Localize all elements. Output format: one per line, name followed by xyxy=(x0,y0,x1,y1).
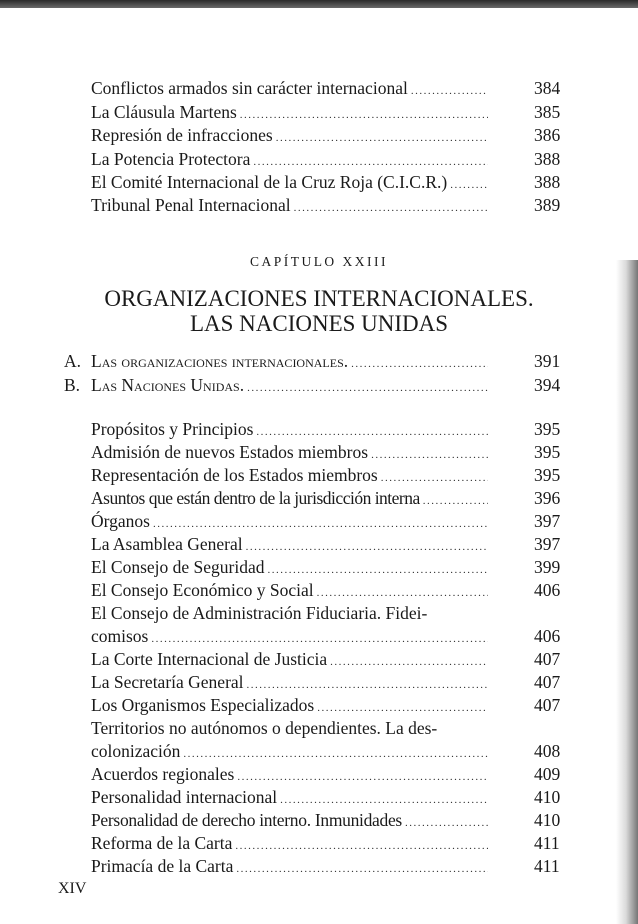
page-number-roman: XIV xyxy=(58,880,87,897)
toc-entry xyxy=(91,556,491,578)
toc-entry-page: 395 xyxy=(534,465,561,485)
leader-dots xyxy=(235,835,488,857)
toc-entry-title: Territorios no autónomos o dependientes. La des- xyxy=(91,718,438,738)
leader-dots xyxy=(294,197,488,219)
leader-dots xyxy=(256,421,488,443)
toc-entry xyxy=(91,194,491,216)
toc-entry xyxy=(91,648,491,670)
toc-entry-title: Órganos xyxy=(91,511,150,531)
leader-dots xyxy=(411,80,488,102)
toc-entry-page: 388 xyxy=(534,149,561,169)
toc-entry xyxy=(91,124,491,146)
toc-entry-page: 407 xyxy=(534,695,561,715)
toc-entry xyxy=(91,809,491,831)
toc-entry-title: El Comité Internacional de la Cruz Roja (C.I.C.R.) xyxy=(91,172,448,192)
toc-entry-title: La Cláusula Martens xyxy=(91,102,237,122)
leader-dots xyxy=(405,812,488,834)
leader-dots xyxy=(317,697,488,719)
leader-dots xyxy=(381,467,488,489)
toc-entry xyxy=(91,464,491,486)
toc-entry xyxy=(91,487,491,509)
leader-dots xyxy=(247,674,488,696)
toc-entry-page: 397 xyxy=(534,511,561,531)
toc-entry-title: Admisión de nuevos Estados miembros xyxy=(91,442,369,462)
leader-dots xyxy=(450,174,488,196)
toc-entry-title: La Potencia Protectora xyxy=(91,149,251,169)
scan-binding-shadow xyxy=(616,260,638,924)
toc-entry-title: Primacía de la Carta xyxy=(91,856,234,876)
toc-entry-title: Acuerdos regionales xyxy=(91,764,235,784)
toc-section-page: 394 xyxy=(534,375,561,395)
toc-entry-title: La Corte Internacional de Justicia xyxy=(91,649,328,669)
toc-entry-title-cont: colonización xyxy=(91,741,181,761)
toc-entry-title: Propósitos y Principios xyxy=(91,419,254,439)
chapter-title-line2: LAS NACIONES UNIDAS xyxy=(189,311,449,336)
toc-entry-title: El Consejo de Seguridad xyxy=(91,557,265,577)
toc-entry-page: 395 xyxy=(534,442,561,462)
toc-entry xyxy=(91,533,491,555)
toc-entry xyxy=(91,786,491,808)
toc-entry-title: El Consejo Económico y Social xyxy=(91,580,314,600)
toc-entry-page: 386 xyxy=(534,125,561,145)
toc-entry-page: 406 xyxy=(534,626,561,646)
toc-entry-title: El Consejo de Administración Fiduciaria. Fidei- xyxy=(91,603,428,623)
leader-dots xyxy=(183,743,488,765)
leader-dots xyxy=(423,490,488,512)
toc-entry xyxy=(91,579,491,601)
scan-top-band xyxy=(0,0,638,8)
toc-entry-title-cont: comisos xyxy=(91,626,149,646)
toc-entry xyxy=(91,763,491,785)
toc-entry xyxy=(91,171,491,193)
leader-dots xyxy=(330,651,488,673)
leader-dots xyxy=(317,582,488,604)
leader-dots xyxy=(236,858,488,880)
section-letter: B. xyxy=(64,375,81,395)
toc-entry-page: 408 xyxy=(534,741,561,761)
toc-entry xyxy=(91,418,491,440)
toc-entry-title: Tribunal Penal Internacional xyxy=(91,195,291,215)
toc-entry xyxy=(91,625,491,647)
toc-entry-page: 395 xyxy=(534,419,561,439)
toc-entry-page: 399 xyxy=(534,557,561,577)
toc-entry-page: 396 xyxy=(534,488,561,508)
leader-dots xyxy=(246,536,488,558)
toc-entry-title: Reforma de la Carta xyxy=(91,833,233,853)
toc-entry xyxy=(91,694,491,716)
toc-entry xyxy=(91,101,491,123)
toc-section xyxy=(91,374,491,396)
toc-section-title: Las Naciones Unidas. xyxy=(91,375,245,395)
chapter-label: CAPÍTULO XXIII xyxy=(249,254,389,269)
toc-entry-title: La Secretaría General xyxy=(91,672,244,692)
toc-entry-page: 384 xyxy=(534,78,561,98)
leader-dots xyxy=(351,353,488,375)
toc-section-title: Las organizaciones internacionales. xyxy=(91,351,349,371)
toc-entry-page: 410 xyxy=(534,810,561,830)
toc-entry xyxy=(91,832,491,854)
toc-entry-page: 411 xyxy=(534,856,560,876)
toc-entry xyxy=(91,671,491,693)
leader-dots xyxy=(280,789,488,811)
toc-entry-title: Asuntos que están dentro de la jurisdicción interna xyxy=(91,488,420,508)
section-letter: A. xyxy=(64,351,82,371)
leader-dots xyxy=(371,444,488,466)
toc-entry-page: 385 xyxy=(534,102,561,122)
toc-entry-page: 411 xyxy=(534,833,560,853)
toc-entry-page: 389 xyxy=(534,195,561,215)
leader-dots xyxy=(240,104,488,126)
toc-entry-title: Personalidad de derecho interno. Inmunidades xyxy=(91,810,402,830)
toc-entry xyxy=(91,77,491,99)
leader-dots xyxy=(253,151,488,173)
toc-entry-page: 397 xyxy=(534,534,561,554)
leader-dots xyxy=(153,513,488,535)
toc-entry xyxy=(91,855,491,877)
toc-entry-title: Represión de infracciones xyxy=(91,125,273,145)
toc-entry-page: 407 xyxy=(534,672,561,692)
leader-dots xyxy=(247,377,488,399)
toc-section-page: 391 xyxy=(534,351,561,371)
toc-entry-title: Conflictos armados sin carácter internacional xyxy=(91,78,408,98)
toc-entry-title: Representación de los Estados miembros xyxy=(91,465,378,485)
chapter-title-line1: ORGANIZACIONES INTERNACIONALES. xyxy=(104,286,534,311)
toc-entry xyxy=(91,441,491,463)
toc-entry-page: 388 xyxy=(534,172,561,192)
toc-entry xyxy=(91,148,491,170)
toc-entry xyxy=(91,510,491,532)
toc-entry-page: 410 xyxy=(534,787,561,807)
leader-dots xyxy=(237,766,488,788)
toc-section xyxy=(91,350,491,372)
toc-entry-page: 407 xyxy=(534,649,561,669)
leader-dots xyxy=(276,127,488,149)
toc-entry-title: La Asamblea General xyxy=(91,534,243,554)
toc-entry-page: 406 xyxy=(534,580,561,600)
leader-dots xyxy=(268,559,488,581)
toc-entry-title: Personalidad internacional xyxy=(91,787,278,807)
toc-entry-title: Los Organismos Especializados xyxy=(91,695,315,715)
leader-dots xyxy=(151,628,488,650)
toc-entry xyxy=(91,740,491,762)
toc-entry-page: 409 xyxy=(534,764,561,784)
